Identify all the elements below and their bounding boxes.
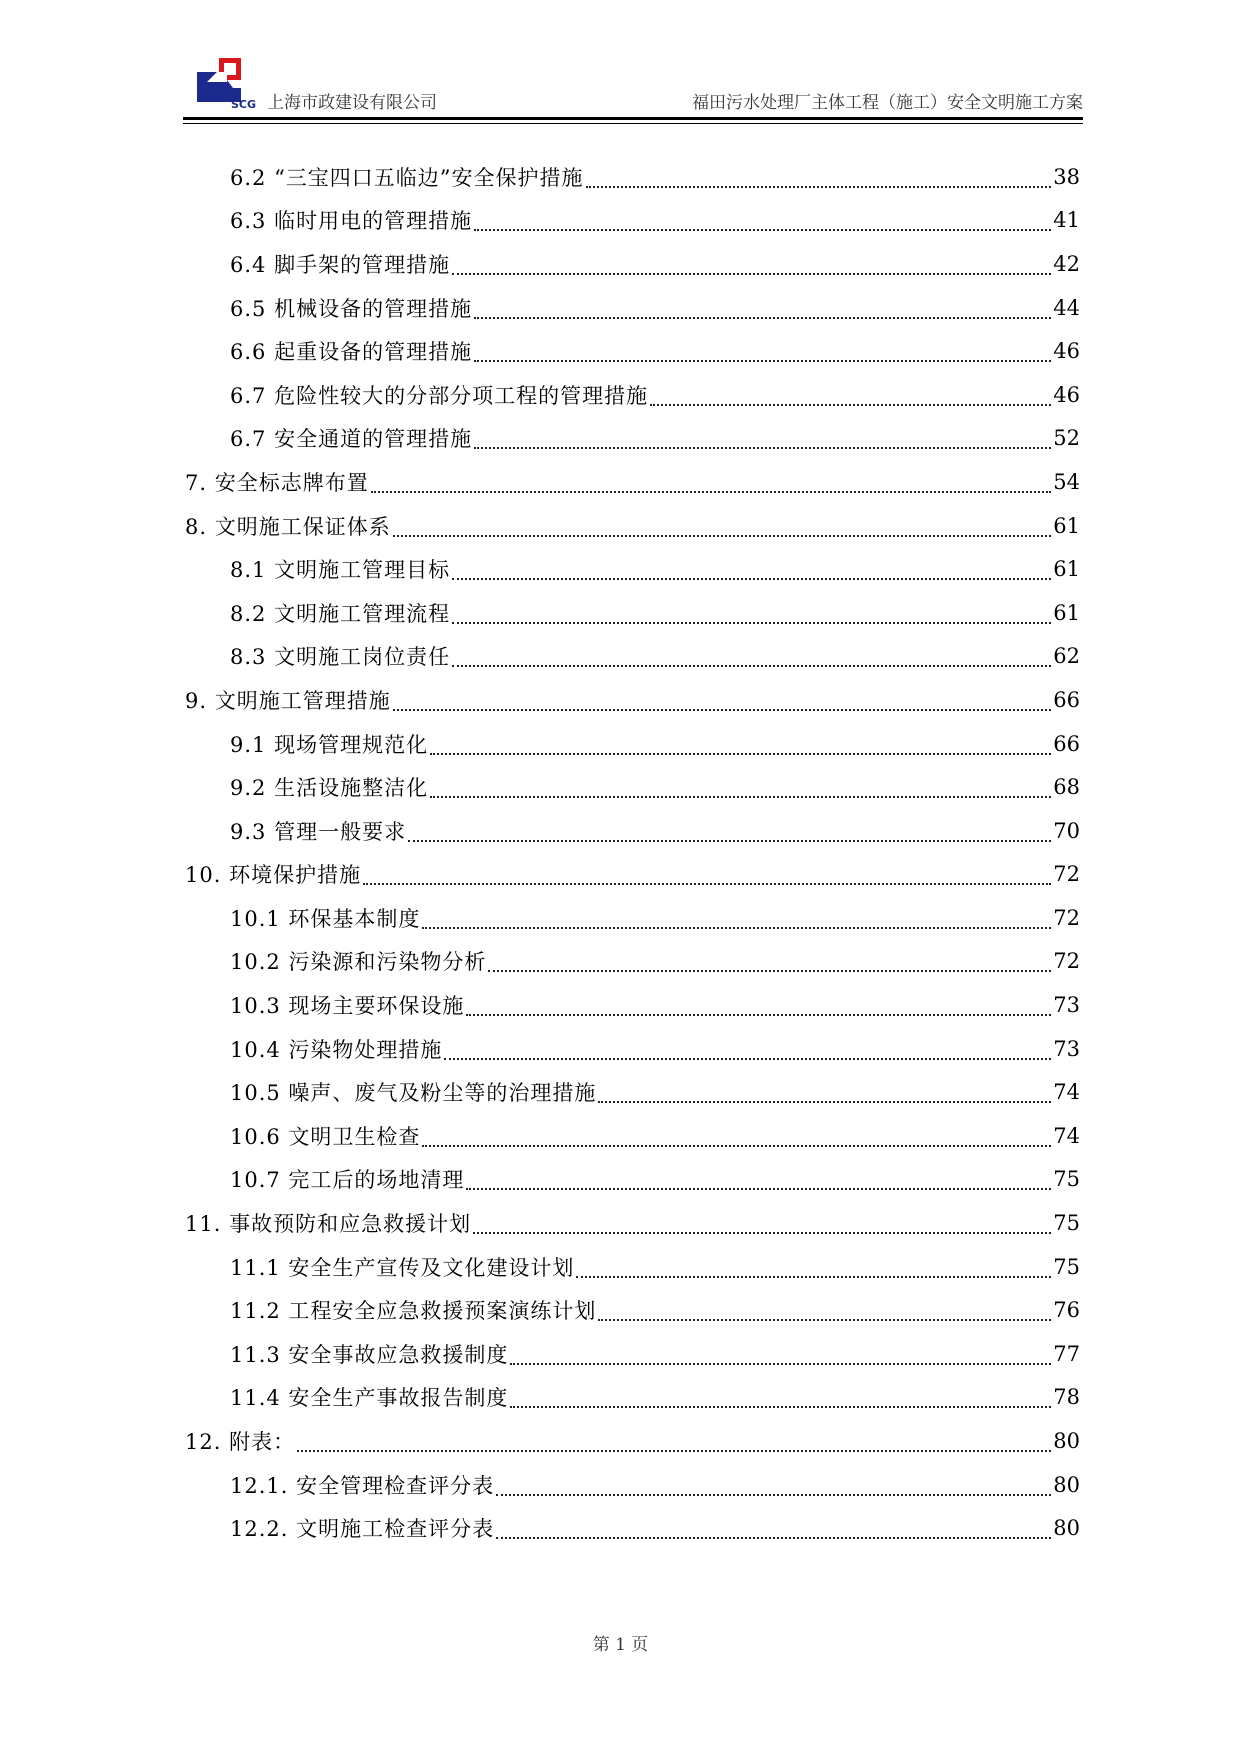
toc-entry-title: 6.5 机械设备的管理措施 [230, 296, 473, 321]
toc-leader-dots [363, 873, 1051, 885]
toc-entry-page: 80 [1053, 1516, 1080, 1541]
toc-leader-dots [452, 568, 1051, 580]
toc-entry-title: 8.1 文明施工管理目标 [230, 558, 451, 583]
toc-leader-dots [474, 437, 1051, 449]
toc-leader-dots [598, 1309, 1051, 1321]
toc-entry-page: 54 [1053, 469, 1080, 494]
toc-entry-page: 68 [1053, 775, 1080, 800]
toc-entry[interactable] [185, 722, 1080, 766]
toc-entry-title: 6.4 脚手架的管理措施 [230, 252, 451, 277]
toc-entry-title: 6.2 “三宝四口五临边”安全保护措施 [230, 165, 584, 190]
toc-entry-page: 73 [1053, 1036, 1080, 1061]
toc-entry-title: 12.2. 文明施工检查评分表 [230, 1517, 495, 1542]
toc-entry[interactable] [185, 460, 1080, 504]
toc-entry-page: 72 [1053, 949, 1080, 974]
toc-entry[interactable] [185, 1158, 1080, 1202]
toc-entry-title: 11.2 工程安全应急救援预案演练计划 [230, 1299, 597, 1324]
toc-entry[interactable] [185, 1376, 1080, 1420]
toc-entry-title: 10.5 噪声、废气及粉尘等的治理措施 [230, 1081, 597, 1106]
toc-entry[interactable] [185, 1245, 1080, 1289]
toc-entry-page: 38 [1053, 164, 1080, 189]
toc-entry-title: 9.2 生活设施整洁化 [230, 776, 429, 801]
toc-leader-dots [474, 350, 1051, 362]
toc-entry-title: 8.3 文明施工岗位责任 [230, 645, 451, 670]
toc-entry[interactable] [185, 853, 1080, 897]
toc-entry[interactable] [185, 983, 1080, 1027]
toc-leader-dots [650, 394, 1051, 406]
toc-leader-dots [422, 917, 1051, 929]
toc-entry[interactable] [185, 678, 1080, 722]
toc-entry-title: 11.3 安全事故应急救援制度 [230, 1342, 509, 1367]
toc-entry[interactable] [185, 329, 1080, 373]
toc-leader-dots [510, 1396, 1051, 1408]
toc-entry[interactable] [185, 1027, 1080, 1071]
toc-leader-dots [297, 1440, 1051, 1452]
toc-entry-title: 8.2 文明施工管理流程 [230, 601, 451, 626]
toc-entry[interactable] [185, 635, 1080, 679]
toc-leader-dots [496, 1527, 1051, 1539]
toc-entry-page: 74 [1053, 1123, 1080, 1148]
toc-entry-page: 61 [1053, 513, 1080, 538]
toc-entry-title: 9.3 管理一般要求 [230, 819, 407, 844]
toc-entry[interactable] [185, 591, 1080, 635]
toc-leader-dots [474, 219, 1051, 231]
toc-entry[interactable] [185, 417, 1080, 461]
toc-entry-page: 41 [1053, 208, 1080, 233]
page-number: 第 1 页 [592, 1635, 649, 1655]
toc-entry-page: 66 [1053, 731, 1080, 756]
toc-entry-title: 12.1. 安全管理检查评分表 [230, 1473, 495, 1498]
toc-entry[interactable] [185, 1463, 1080, 1507]
toc-leader-dots [598, 1091, 1051, 1103]
toc-leader-dots [444, 1048, 1051, 1060]
toc-entry-title: 12. 附表： [185, 1430, 296, 1455]
toc-leader-dots [488, 960, 1051, 972]
toc-entry-title: 6.6 起重设备的管理措施 [230, 340, 473, 365]
toc-leader-dots [430, 786, 1051, 798]
scg-logo-icon [197, 58, 271, 110]
toc-entry[interactable] [185, 940, 1080, 984]
toc-entry-title: 6.7 危险性较大的分部分项工程的管理措施 [230, 383, 649, 408]
toc-entry-title: 9. 文明施工管理措施 [185, 688, 391, 713]
toc-entry[interactable] [185, 155, 1080, 199]
toc-entry-page: 42 [1053, 251, 1080, 276]
toc-entry-title: 10.7 完工后的场地清理 [230, 1168, 465, 1193]
toc-leader-dots [452, 612, 1051, 624]
page-header [183, 50, 1083, 120]
toc-leader-dots [452, 263, 1051, 275]
toc-entry-title: 10.1 环保基本制度 [230, 906, 421, 931]
logo-text: SCG [231, 98, 257, 110]
toc-entry-page: 66 [1053, 687, 1080, 712]
toc-entry[interactable] [185, 242, 1080, 286]
toc-leader-dots [466, 1178, 1051, 1190]
toc-entry[interactable] [185, 1332, 1080, 1376]
toc-entry-page: 74 [1053, 1080, 1080, 1105]
toc-entry[interactable] [185, 1114, 1080, 1158]
toc-entry-page: 73 [1053, 993, 1080, 1018]
toc-leader-dots [576, 1266, 1051, 1278]
toc-entry-title: 11.4 安全生产事故报告制度 [230, 1386, 509, 1411]
toc-entry-page: 76 [1053, 1298, 1080, 1323]
toc-leader-dots [422, 1135, 1051, 1147]
toc-entry[interactable] [185, 1288, 1080, 1332]
toc-entry-title: 6.3 临时用电的管理措施 [230, 209, 473, 234]
toc-leader-dots [496, 1484, 1051, 1496]
toc-leader-dots [430, 743, 1051, 755]
toc-leader-dots [586, 176, 1052, 188]
toc-entry[interactable] [185, 199, 1080, 243]
toc-leader-dots [510, 1353, 1051, 1365]
toc-entry-title: 10.4 污染物处理措施 [230, 1037, 443, 1062]
toc-entry-title: 8. 文明施工保证体系 [185, 514, 391, 539]
toc-entry[interactable] [185, 373, 1080, 417]
toc-entry-page: 44 [1053, 295, 1080, 320]
toc-entry-page: 80 [1053, 1429, 1080, 1454]
header-rule-thick [183, 117, 1083, 120]
toc-entry-page: 62 [1053, 644, 1080, 669]
toc-leader-dots [393, 525, 1052, 537]
toc-entry-page: 80 [1053, 1472, 1080, 1497]
toc-entry-page: 75 [1053, 1167, 1080, 1192]
toc-entry-page: 72 [1053, 862, 1080, 887]
toc-leader-dots [473, 1222, 1051, 1234]
toc-entry-page: 61 [1053, 600, 1080, 625]
table-of-contents [185, 155, 1080, 1550]
toc-leader-dots [371, 481, 1052, 493]
toc-entry[interactable] [185, 765, 1080, 809]
toc-entry-page: 75 [1053, 1211, 1080, 1236]
toc-entry-page: 78 [1053, 1385, 1080, 1410]
toc-entry-title: 10.6 文明卫生检查 [230, 1124, 421, 1149]
toc-entry-page: 52 [1053, 426, 1080, 451]
toc-entry-title: 10.2 污染源和污染物分析 [230, 950, 487, 975]
toc-leader-dots [408, 830, 1051, 842]
toc-entry-title: 6.7 安全通道的管理措施 [230, 427, 473, 452]
toc-leader-dots [466, 1004, 1051, 1016]
toc-entry[interactable] [185, 1506, 1080, 1550]
toc-leader-dots [474, 307, 1051, 319]
toc-entry-page: 70 [1053, 818, 1080, 843]
header-rule-thin [183, 123, 1083, 124]
toc-entry[interactable] [185, 286, 1080, 330]
toc-entry-title: 10. 环境保护措施 [185, 863, 362, 888]
toc-entry-page: 77 [1053, 1341, 1080, 1366]
toc-entry[interactable] [185, 1201, 1080, 1245]
toc-entry-title: 11. 事故预防和应急救援计划 [185, 1212, 472, 1237]
toc-entry[interactable] [185, 1070, 1080, 1114]
toc-entry[interactable] [185, 809, 1080, 853]
toc-entry-title: 10.3 现场主要环保设施 [230, 994, 465, 1019]
toc-entry-page: 46 [1053, 382, 1080, 407]
toc-entry-page: 75 [1053, 1254, 1080, 1279]
toc-entry-title: 7. 安全标志牌布置 [185, 470, 369, 495]
toc-entry-page: 72 [1053, 905, 1080, 930]
toc-entry[interactable] [185, 547, 1080, 591]
toc-entry-page: 61 [1053, 557, 1080, 582]
toc-entry[interactable] [185, 504, 1080, 548]
company-name: 上海市政建设有限公司 [267, 93, 437, 113]
toc-leader-dots [452, 655, 1051, 667]
toc-entry[interactable] [185, 1419, 1080, 1463]
toc-entry-page: 46 [1053, 339, 1080, 364]
document-title: 福田污水处理厂主体工程（施工）安全文明施工方案 [692, 93, 1083, 113]
toc-entry[interactable] [185, 896, 1080, 940]
toc-entry-title: 9.1 现场管理规范化 [230, 732, 429, 757]
toc-leader-dots [393, 699, 1052, 711]
toc-entry-title: 11.1 安全生产宣传及文化建设计划 [230, 1255, 575, 1280]
